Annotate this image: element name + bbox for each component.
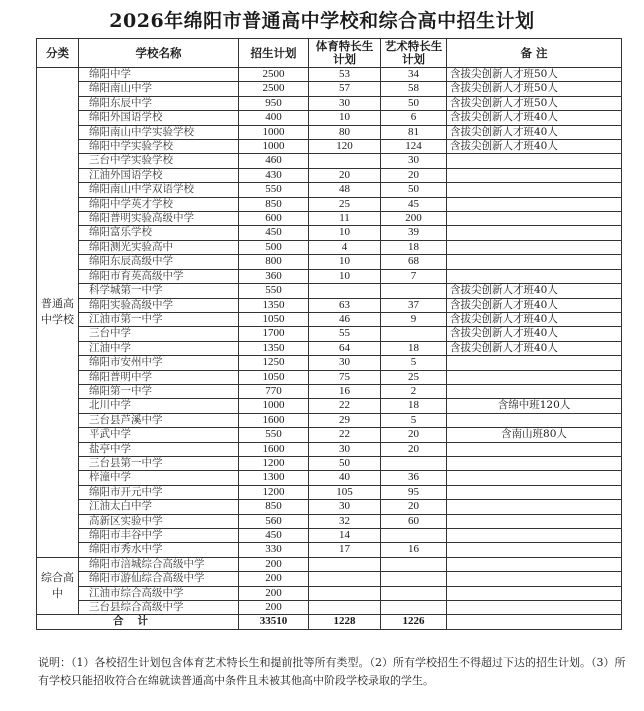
sports-cell: 80 — [309, 125, 381, 139]
note-cell — [447, 442, 622, 456]
arts-cell: 18 — [381, 240, 447, 254]
table-row — [37, 197, 622, 211]
school-name-cell: 江油市第一中学 — [79, 312, 239, 326]
sports-cell: 10 — [309, 111, 381, 125]
plan-cell: 1600 — [239, 413, 309, 427]
sports-cell: 120 — [309, 140, 381, 154]
school-name-cell: 绵阳测光实验高中 — [79, 240, 239, 254]
arts-cell: 5 — [381, 356, 447, 370]
sports-cell: 40 — [309, 471, 381, 485]
sports-cell — [309, 601, 381, 615]
plan-cell: 2500 — [239, 82, 309, 96]
sports-cell: 32 — [309, 514, 381, 528]
arts-cell — [381, 557, 447, 571]
school-name-cell: 绵阳东辰中学 — [79, 96, 239, 110]
sports-cell: 30 — [309, 96, 381, 110]
sports-cell: 30 — [309, 356, 381, 370]
note-cell — [447, 154, 622, 168]
plan-cell: 1000 — [239, 399, 309, 413]
plan-cell: 850 — [239, 500, 309, 514]
school-name-cell: 绵阳市安州中学 — [79, 356, 239, 370]
note-cell: 含拔尖创新人才班40人 — [447, 327, 622, 341]
header-notes: 备 注 — [447, 39, 622, 68]
note-cell — [447, 384, 622, 398]
arts-cell — [381, 456, 447, 470]
school-name-cell: 绵阳南山中学实验学校 — [79, 125, 239, 139]
table-row — [37, 226, 622, 240]
table-row — [37, 284, 622, 298]
plan-cell: 1200 — [239, 456, 309, 470]
arts-cell: 58 — [381, 82, 447, 96]
school-name-cell: 绵阳市涪城综合高级中学 — [79, 557, 239, 571]
sports-cell: 17 — [309, 543, 381, 557]
sports-cell: 11 — [309, 212, 381, 226]
arts-cell: 34 — [381, 68, 447, 82]
table-row — [37, 586, 622, 600]
school-name-cell: 绵阳市游仙综合高级中学 — [79, 572, 239, 586]
plan-cell: 1200 — [239, 485, 309, 499]
table-row — [37, 456, 622, 470]
plan-cell: 1250 — [239, 356, 309, 370]
table-row — [37, 96, 622, 110]
total-arts: 1226 — [381, 615, 447, 629]
note-cell: 含绵中班120人 — [447, 399, 622, 413]
sports-cell: 50 — [309, 456, 381, 470]
plan-cell: 1350 — [239, 298, 309, 312]
plan-cell: 1000 — [239, 125, 309, 139]
table-row — [37, 428, 622, 442]
table-row — [37, 341, 622, 355]
table-row — [37, 68, 622, 82]
arts-cell: 60 — [381, 514, 447, 528]
school-name-cell: 绵阳南山中学 — [79, 82, 239, 96]
note-cell: 含拔尖创新人才班40人 — [447, 298, 622, 312]
table-row — [37, 327, 622, 341]
table-row — [37, 399, 622, 413]
sports-cell: 20 — [309, 168, 381, 182]
note-cell: 含拔尖创新人才班40人 — [447, 284, 622, 298]
school-name-cell: 绵阳普明实验高级中学 — [79, 212, 239, 226]
page-title: 2026年绵阳市普通高中学校和综合高中招生计划 — [109, 10, 535, 32]
plan-cell: 1700 — [239, 327, 309, 341]
header-school: 学校名称 — [79, 39, 239, 68]
plan-cell: 330 — [239, 543, 309, 557]
arts-cell: 68 — [381, 255, 447, 269]
arts-cell: 30 — [381, 154, 447, 168]
note-cell — [447, 240, 622, 254]
total-plan: 33510 — [239, 615, 309, 629]
sports-cell: 105 — [309, 485, 381, 499]
table-row — [37, 384, 622, 398]
arts-cell: 20 — [381, 168, 447, 182]
school-name-cell: 绵阳中学英才学校 — [79, 197, 239, 211]
arts-cell — [381, 586, 447, 600]
table-row — [37, 601, 622, 615]
arts-cell: 36 — [381, 471, 447, 485]
school-name-cell: 高新区实验中学 — [79, 514, 239, 528]
plan-cell: 1050 — [239, 370, 309, 384]
note-cell: 含南山班80人 — [447, 428, 622, 442]
sports-cell: 30 — [309, 442, 381, 456]
school-name-cell: 三台县芦溪中学 — [79, 413, 239, 427]
school-name-cell: 绵阳富乐学校 — [79, 226, 239, 240]
school-name-cell: 绵阳市开元中学 — [79, 485, 239, 499]
note-cell: 含拔尖创新人才班50人 — [447, 82, 622, 96]
arts-cell: 20 — [381, 428, 447, 442]
plan-cell: 450 — [239, 529, 309, 543]
plan-cell: 200 — [239, 572, 309, 586]
table-header-row — [37, 39, 622, 68]
plan-cell: 560 — [239, 514, 309, 528]
table-row — [37, 471, 622, 485]
arts-cell: 20 — [381, 442, 447, 456]
header-arts: 艺术特长生计划 — [381, 39, 447, 68]
school-name-cell: 江油中学 — [79, 341, 239, 355]
note-cell — [447, 413, 622, 427]
note-cell — [447, 514, 622, 528]
school-name-cell: 平武中学 — [79, 428, 239, 442]
arts-cell: 124 — [381, 140, 447, 154]
footnote: 说明：（1）各校招生计划包含体育艺术特长生和提前批等所有类型。（2）所有学校招生不得超过下达的招生计划。（3）所有学校只能招收符合在绵就读普通高中条件且未被其他高中阶段学校录取的学生。 — [38, 656, 626, 687]
school-name-cell: 三台中学 — [79, 327, 239, 341]
note-cell: 含拔尖创新人才班40人 — [447, 125, 622, 139]
table-row — [37, 125, 622, 139]
plan-cell: 430 — [239, 168, 309, 182]
table-body — [37, 68, 622, 630]
table-row — [37, 485, 622, 499]
arts-cell: 81 — [381, 125, 447, 139]
plan-cell: 550 — [239, 428, 309, 442]
note-cell: 含拔尖创新人才班50人 — [447, 68, 622, 82]
note-cell — [447, 529, 622, 543]
arts-cell — [381, 327, 447, 341]
school-name-cell: 三台县综合高级中学 — [79, 601, 239, 615]
plan-cell: 360 — [239, 269, 309, 283]
note-cell — [447, 601, 622, 615]
school-name-cell: 绵阳中学 — [79, 68, 239, 82]
sports-cell — [309, 572, 381, 586]
note-cell: 含拔尖创新人才班40人 — [447, 312, 622, 326]
note-cell — [447, 226, 622, 240]
table-row — [37, 140, 622, 154]
sports-cell: 25 — [309, 197, 381, 211]
plan-cell: 850 — [239, 197, 309, 211]
note-cell — [447, 356, 622, 370]
school-name-cell: 绵阳第一中学 — [79, 384, 239, 398]
sports-cell: 55 — [309, 327, 381, 341]
sports-cell — [309, 557, 381, 571]
plan-cell: 1000 — [239, 140, 309, 154]
sports-cell: 4 — [309, 240, 381, 254]
table-row — [37, 442, 622, 456]
sports-cell — [309, 586, 381, 600]
sports-cell: 10 — [309, 255, 381, 269]
school-name-cell: 绵阳南山中学双语学校 — [79, 183, 239, 197]
table-row — [37, 356, 622, 370]
school-name-cell: 三台中学实验学校 — [79, 154, 239, 168]
note-cell — [447, 471, 622, 485]
table-row — [37, 168, 622, 182]
school-name-cell: 三台县第一中学 — [79, 456, 239, 470]
sports-cell: 22 — [309, 399, 381, 413]
sports-cell: 75 — [309, 370, 381, 384]
school-name-cell: 绵阳市育英高级中学 — [79, 269, 239, 283]
arts-cell — [381, 572, 447, 586]
plan-cell: 200 — [239, 557, 309, 571]
plan-cell: 550 — [239, 284, 309, 298]
school-name-cell: 盐亭中学 — [79, 442, 239, 456]
sports-cell: 10 — [309, 269, 381, 283]
sports-cell: 46 — [309, 312, 381, 326]
sports-cell: 14 — [309, 529, 381, 543]
school-name-cell: 江油太白中学 — [79, 500, 239, 514]
table-row — [37, 529, 622, 543]
arts-cell: 18 — [381, 399, 447, 413]
school-name-cell: 绵阳实验高级中学 — [79, 298, 239, 312]
note-cell: 含拔尖创新人才班40人 — [447, 111, 622, 125]
total-label: 合计 — [37, 615, 239, 629]
note-cell: 含拔尖创新人才班40人 — [447, 140, 622, 154]
table-row — [37, 514, 622, 528]
arts-cell: 50 — [381, 183, 447, 197]
table-row — [37, 154, 622, 168]
plan-cell: 500 — [239, 240, 309, 254]
note-cell — [447, 557, 622, 571]
sports-cell: 30 — [309, 500, 381, 514]
school-name-cell: 绵阳市秀水中学 — [79, 543, 239, 557]
category-comprehensive: 综合高中 — [37, 557, 79, 615]
header-plan: 招生计划 — [239, 39, 309, 68]
note-cell — [447, 255, 622, 269]
sports-cell: 10 — [309, 226, 381, 240]
plan-cell: 460 — [239, 154, 309, 168]
school-name-cell: 梓潼中学 — [79, 471, 239, 485]
table-row — [37, 183, 622, 197]
note-cell — [447, 456, 622, 470]
arts-cell: 9 — [381, 312, 447, 326]
sports-cell: 64 — [309, 341, 381, 355]
note-cell — [447, 370, 622, 384]
sports-cell: 29 — [309, 413, 381, 427]
table-row — [37, 111, 622, 125]
arts-cell: 45 — [381, 197, 447, 211]
school-name-cell: 绵阳市丰谷中学 — [79, 529, 239, 543]
arts-cell: 50 — [381, 96, 447, 110]
school-name-cell: 江油市综合高级中学 — [79, 586, 239, 600]
table-row — [37, 255, 622, 269]
arts-cell: 2 — [381, 384, 447, 398]
school-name-cell: 江油外国语学校 — [79, 168, 239, 182]
arts-cell: 20 — [381, 500, 447, 514]
note-cell: 含拔尖创新人才班50人 — [447, 96, 622, 110]
total-sports: 1228 — [309, 615, 381, 629]
table-row — [37, 500, 622, 514]
plan-cell: 2500 — [239, 68, 309, 82]
sports-cell: 16 — [309, 384, 381, 398]
enrollment-table — [36, 38, 622, 630]
note-cell — [447, 168, 622, 182]
plan-cell: 770 — [239, 384, 309, 398]
school-name-cell: 绵阳东辰高级中学 — [79, 255, 239, 269]
school-name-cell: 科学城第一中学 — [79, 284, 239, 298]
sports-cell: 48 — [309, 183, 381, 197]
note-cell — [447, 586, 622, 600]
note-cell: 含拔尖创新人才班40人 — [447, 341, 622, 355]
arts-cell — [381, 601, 447, 615]
arts-cell: 16 — [381, 543, 447, 557]
arts-cell: 200 — [381, 212, 447, 226]
sports-cell — [309, 154, 381, 168]
arts-cell — [381, 284, 447, 298]
arts-cell: 39 — [381, 226, 447, 240]
table-row — [37, 240, 622, 254]
sports-cell: 53 — [309, 68, 381, 82]
sports-cell: 57 — [309, 82, 381, 96]
arts-cell: 6 — [381, 111, 447, 125]
arts-cell: 95 — [381, 485, 447, 499]
plan-cell: 600 — [239, 212, 309, 226]
table-row — [37, 557, 622, 571]
plan-cell: 200 — [239, 586, 309, 600]
arts-cell: 37 — [381, 298, 447, 312]
plan-cell: 450 — [239, 226, 309, 240]
note-cell — [447, 500, 622, 514]
note-cell — [447, 543, 622, 557]
table-row — [37, 212, 622, 226]
note-cell — [447, 197, 622, 211]
header-sports: 体育特长生计划 — [309, 39, 381, 68]
table-row — [37, 269, 622, 283]
plan-cell: 1600 — [239, 442, 309, 456]
arts-cell: 25 — [381, 370, 447, 384]
arts-cell: 7 — [381, 269, 447, 283]
school-name-cell: 绵阳普明中学 — [79, 370, 239, 384]
table-row — [37, 312, 622, 326]
table-row — [37, 572, 622, 586]
total-row — [37, 615, 622, 629]
plan-cell: 1300 — [239, 471, 309, 485]
plan-cell: 1050 — [239, 312, 309, 326]
sports-cell: 63 — [309, 298, 381, 312]
arts-cell — [381, 529, 447, 543]
note-cell — [447, 212, 622, 226]
arts-cell: 5 — [381, 413, 447, 427]
category-general: 普通高中学校 — [37, 68, 79, 558]
plan-cell: 400 — [239, 111, 309, 125]
school-name-cell: 绵阳外国语学校 — [79, 111, 239, 125]
plan-cell: 800 — [239, 255, 309, 269]
sports-cell — [309, 284, 381, 298]
note-cell — [447, 572, 622, 586]
sports-cell: 22 — [309, 428, 381, 442]
header-category: 分类 — [37, 39, 79, 68]
plan-cell: 200 — [239, 601, 309, 615]
table-row — [37, 370, 622, 384]
plan-cell: 550 — [239, 183, 309, 197]
table-row — [37, 82, 622, 96]
table-row — [37, 413, 622, 427]
plan-cell: 1350 — [239, 341, 309, 355]
total-note — [447, 615, 622, 629]
school-name-cell: 绵阳中学实验学校 — [79, 140, 239, 154]
school-name-cell: 北川中学 — [79, 399, 239, 413]
note-cell — [447, 485, 622, 499]
note-cell — [447, 183, 622, 197]
arts-cell: 18 — [381, 341, 447, 355]
table-row — [37, 543, 622, 557]
note-cell — [447, 269, 622, 283]
plan-cell: 950 — [239, 96, 309, 110]
table-row — [37, 298, 622, 312]
